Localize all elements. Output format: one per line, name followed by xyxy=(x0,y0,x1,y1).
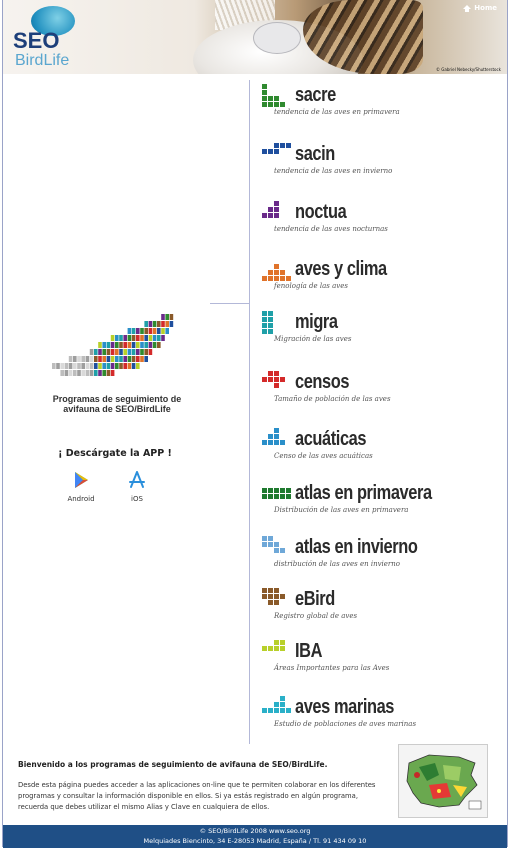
program-name: atlas en primavera xyxy=(295,482,432,504)
logo-seo-text: SEO xyxy=(13,28,60,53)
acuaticas-logo-icon xyxy=(262,428,291,451)
censos-logo-icon xyxy=(262,371,291,394)
divider-horizontal xyxy=(210,303,250,304)
program-link-noctua[interactable] xyxy=(262,201,388,233)
program-name: IBA xyxy=(295,640,323,662)
ios-app-link[interactable] xyxy=(117,470,157,503)
program-subtitle: Distribución de las aves en primavera xyxy=(274,506,409,514)
home-icon xyxy=(463,5,471,12)
programs-bird-mosaic-icon xyxy=(52,314,182,394)
program-name: sacin xyxy=(295,143,335,165)
program-subtitle: distribución de las aves en invierno xyxy=(274,560,400,568)
program-name: aves y clima xyxy=(295,258,387,280)
program-link-sacre[interactable] xyxy=(262,84,400,116)
android-app-link[interactable] xyxy=(61,470,101,503)
program-subtitle: Registro global de aves xyxy=(274,612,358,620)
sacin-logo-icon xyxy=(262,143,291,166)
welcome-title: Bienvenido a los programas de seguimiento de avifauna de SEO/BirdLife. xyxy=(18,760,328,769)
program-subtitle: fenología de las aves xyxy=(274,282,348,290)
logo-birdlife-text: BirdLife xyxy=(15,52,70,69)
program-link-atlas-invierno[interactable] xyxy=(262,536,444,568)
programs-logo xyxy=(52,314,182,424)
program-link-iba[interactable] xyxy=(262,640,389,672)
program-name: atlas en invierno xyxy=(295,536,418,558)
footer-copyright: © SEO/BirdLife 2008 www.seo.org xyxy=(199,827,311,835)
program-subtitle: Áreas Importantes para las Aves xyxy=(274,664,390,672)
program-name: eBird xyxy=(295,588,335,610)
ios-label: iOS xyxy=(131,495,143,503)
program-link-censos[interactable] xyxy=(262,371,391,403)
program-name: sacre xyxy=(295,84,336,106)
divider-vertical xyxy=(249,80,250,744)
app-store-icon xyxy=(127,470,147,490)
program-link-ebird[interactable] xyxy=(262,588,357,620)
program-subtitle: tendencia de las aves en primavera xyxy=(274,108,400,116)
google-play-icon xyxy=(71,470,91,490)
atlas-primavera-logo-icon xyxy=(262,482,291,505)
home-link[interactable] xyxy=(463,4,497,12)
spain-map-image[interactable] xyxy=(398,744,488,818)
program-name: migra xyxy=(295,311,338,333)
app-download-title: ¡ Descárgate la APP ! xyxy=(58,448,172,459)
spain-map-icon xyxy=(399,745,487,817)
program-link-aves-marinas[interactable] xyxy=(262,696,416,728)
program-subtitle: tendencia de las aves en invierno xyxy=(274,167,393,175)
program-subtitle: Censo de las aves acuáticas xyxy=(274,452,373,460)
migra-logo-icon xyxy=(262,311,291,334)
program-link-migra[interactable] xyxy=(262,311,351,343)
footer xyxy=(3,825,507,848)
program-name: censos xyxy=(295,371,350,393)
header-banner xyxy=(3,0,507,74)
programs-logo-title: Programas de seguimiento de avifauna de SEO/BirdLife xyxy=(52,394,182,414)
footer-address: Melquiades Biencinto, 34 E-28053 Madrid, España / Tl. 91 434 09 10 xyxy=(143,837,367,845)
aves-marinas-logo-icon xyxy=(262,696,291,719)
sacre-logo-icon xyxy=(262,84,291,107)
iba-logo-icon xyxy=(262,640,291,663)
program-link-atlas-primavera[interactable] xyxy=(262,482,462,514)
ebird-logo-icon xyxy=(262,588,291,611)
program-name: acuáticas xyxy=(295,428,367,450)
seo-birdlife-logo[interactable] xyxy=(13,6,83,72)
android-label: Android xyxy=(67,495,95,503)
program-name: noctua xyxy=(295,201,347,223)
program-subtitle: Tamaño de población de las aves xyxy=(274,395,391,403)
program-subtitle: tendencia de las aves nocturnas xyxy=(274,225,388,233)
program-link-acuaticas[interactable] xyxy=(262,428,382,460)
program-subtitle: Migración de las aves xyxy=(274,335,352,343)
bird-photo-head xyxy=(253,22,301,54)
atlas-invierno-logo-icon xyxy=(262,536,291,559)
program-link-aves-y-clima[interactable] xyxy=(262,258,407,290)
program-link-sacin[interactable] xyxy=(262,143,392,175)
noctua-logo-icon xyxy=(262,201,291,224)
welcome-text: Desde esta página puedes acceder a las aplicaciones on-line que te permiten colaborar en los diferentes programas y consultar la información disponible en ellos. Si ya estás registrado en algún programa, recuerda que debes utilizar el mismo Alias y Clave en cualquiera de ellos. xyxy=(18,781,376,811)
aves-y-clima-logo-icon xyxy=(262,258,291,281)
home-label: Home xyxy=(474,4,497,12)
program-subtitle: Estudio de poblaciones de aves marinas xyxy=(274,720,417,728)
photo-credit: © Gabriel Nebecky/Shutterstock xyxy=(436,67,501,72)
program-name: aves marinas xyxy=(295,696,395,718)
